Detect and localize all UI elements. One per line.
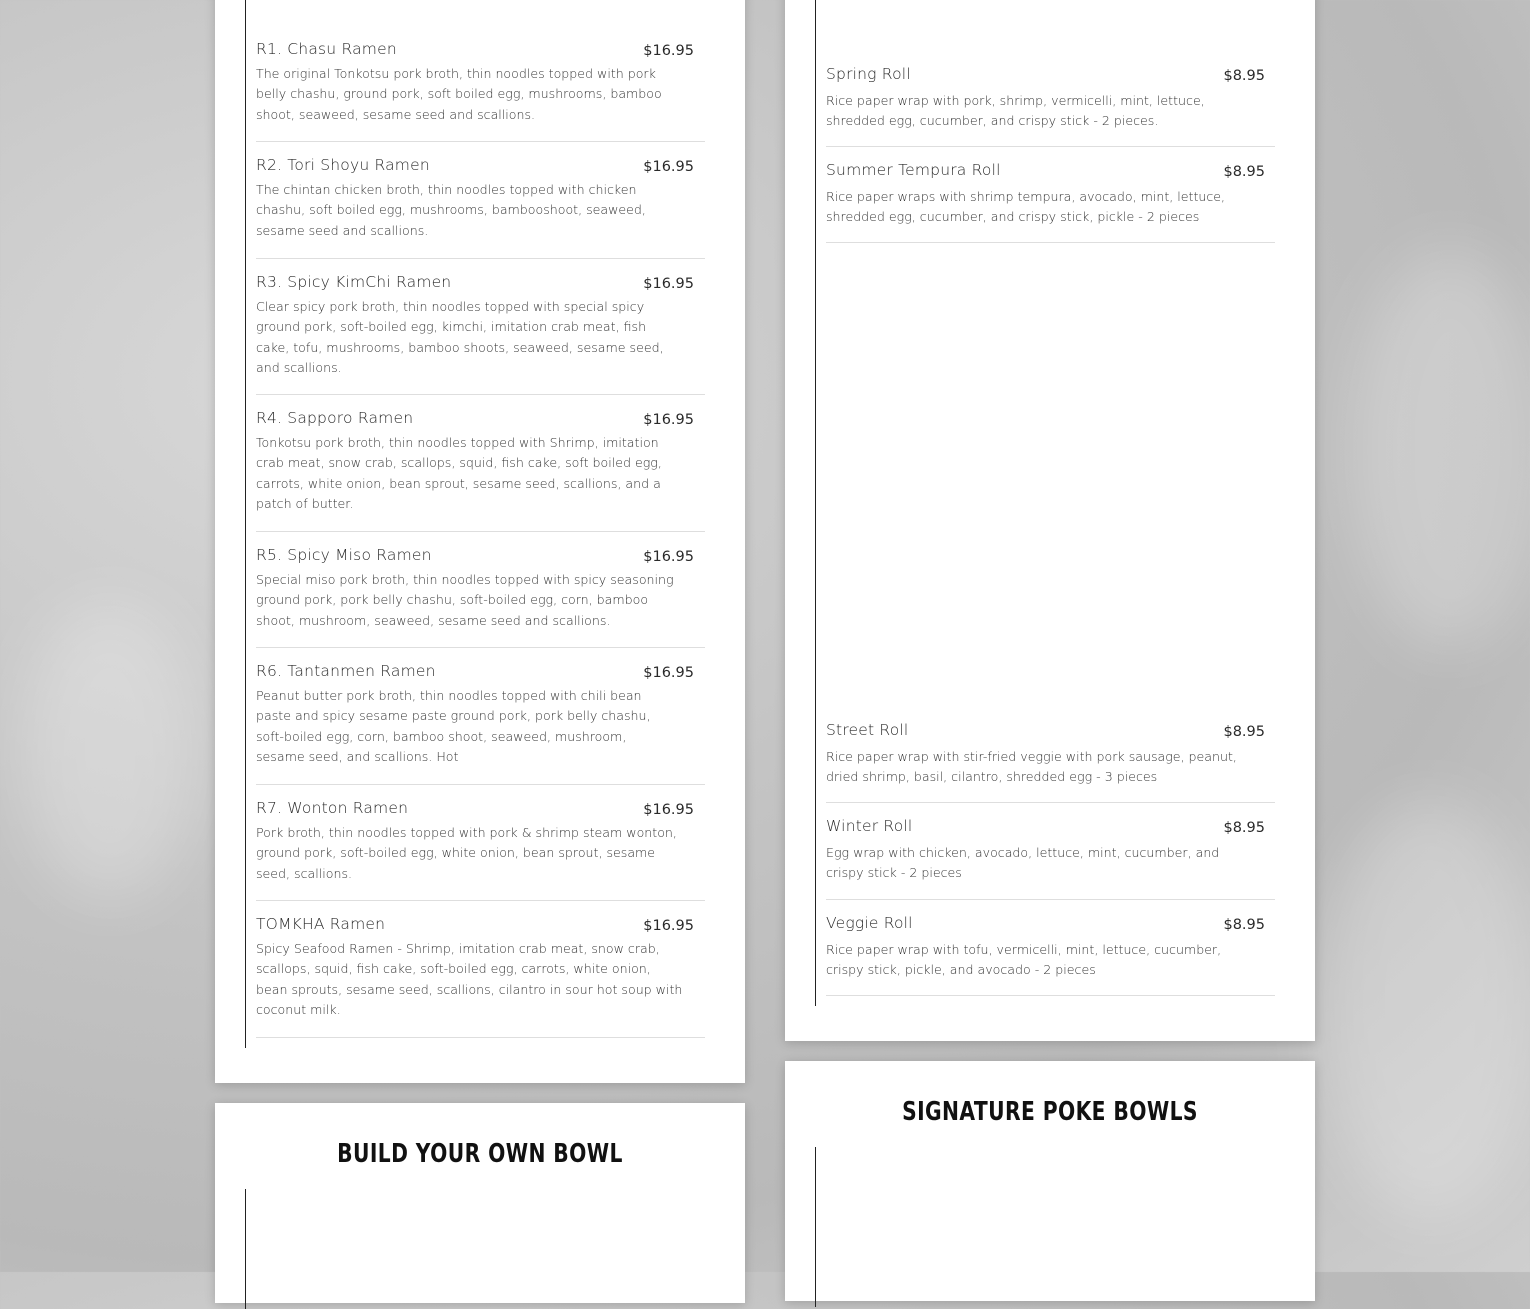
menu-item-description: Peanut butter pork broth, thin noodles topped with chili bean paste and spicy sesame paste ground pork, pork belly chashu, soft-boiled egg, corn, bamboo shoot, seaweed, mushroom, sesame seed, and scallions. Hot bbox=[256, 688, 651, 764]
menu-item-name: TOMKHA Ramen bbox=[256, 915, 386, 933]
menu-item-price: $16.95 bbox=[643, 665, 694, 681]
menu-item-description: Special miso pork broth, thin noodles topped with spicy seasoning ground pork, pork belly chashu, soft-boiled egg, corn, bamboo shoot, mushroom, seaweed, sesame seed and scallions. bbox=[256, 572, 674, 628]
menu-item bbox=[256, 409, 705, 532]
menu-item bbox=[256, 546, 705, 648]
menu-item-price: $16.95 bbox=[643, 43, 694, 59]
poke-bowls-card bbox=[785, 1061, 1315, 1301]
menu-item-price: $16.95 bbox=[643, 802, 694, 818]
menu-item bbox=[826, 65, 1275, 147]
build-bowl-card bbox=[215, 1103, 745, 1303]
menu-item bbox=[256, 40, 705, 142]
menu-item-description: Rice paper wraps with shrimp tempura, avocado, mint, lettuce, shredded egg, cucumber, and crispy stick, pickle - 2 pieces bbox=[826, 189, 1226, 225]
menu-item-description: Rice paper wrap with stir-fried veggie with pork sausage, peanut, dried shrimp, basil, cilantro, shredded egg - 3 pieces bbox=[826, 749, 1237, 785]
menu-item-name: R4. Sapporo Ramen bbox=[256, 409, 414, 427]
menu-item-name: R3. Spicy KimChi Ramen bbox=[256, 273, 452, 291]
menu-item-name: Summer Tempura Roll bbox=[826, 161, 1001, 179]
menu-item-name: Spring Roll bbox=[826, 65, 911, 83]
menu-item-name: Veggie Roll bbox=[826, 914, 913, 932]
menu-item-description: The chintan chicken broth, thin noodles topped with chicken chashu, soft boiled egg, mushrooms, bambooshoot, seaweed, sesame seed and scallions. bbox=[256, 182, 646, 238]
menu-item-description: Egg wrap with chicken, avocado, lettuce, mint, cucumber, and crispy stick - 2 pieces bbox=[826, 845, 1220, 881]
section-title: SIGNATURE POKE BOWLS bbox=[902, 1097, 1198, 1127]
menu-item bbox=[256, 915, 705, 1038]
ramen-menu-card bbox=[215, 0, 745, 1083]
menu-item-name: Winter Roll bbox=[826, 817, 913, 835]
menu-item bbox=[826, 721, 1275, 803]
menu-item-name: R5. Spicy Miso Ramen bbox=[256, 546, 432, 564]
menu-item-price: $16.95 bbox=[643, 918, 694, 934]
background-highlight bbox=[1320, 800, 1530, 1220]
menu-item-price: $8.95 bbox=[1223, 917, 1265, 933]
background-highlight bbox=[1350, 250, 1530, 650]
background-highlight bbox=[20, 600, 200, 900]
menu-item-name: R1. Chasu Ramen bbox=[256, 40, 397, 58]
menu-item-description: Rice paper wrap with tofu, vermicelli, mint, lettuce, cucumber, crispy stick, pickle, and avocado - 2 pieces bbox=[826, 942, 1222, 978]
menu-item-price: $8.95 bbox=[1223, 164, 1265, 180]
card-divider-line bbox=[245, 1189, 246, 1309]
menu-item bbox=[826, 817, 1275, 900]
menu-item-price: $8.95 bbox=[1223, 820, 1265, 836]
card-divider-line bbox=[245, 0, 246, 1048]
menu-item bbox=[826, 914, 1275, 996]
menu-item-price: $8.95 bbox=[1223, 724, 1265, 740]
menu-item-name: R2. Tori Shoyu Ramen bbox=[256, 156, 430, 174]
menu-item-description: Pork broth, thin noodles topped with pork & shrimp steam wonton, ground pork, soft-boiled egg, white onion, bean sprout, sesame seed, scallions. bbox=[256, 825, 677, 881]
menu-item-price: $16.95 bbox=[643, 412, 694, 428]
menu-item bbox=[826, 161, 1275, 243]
menu-item-description: Clear spicy pork broth, thin noodles topped with special spicy ground pork, soft-boiled egg, kimchi, imitation crab meat, fish cake, tofu, mushrooms, bamboo shoots, seaweed, sesame seed, and scallions. bbox=[256, 299, 664, 375]
card-divider-line bbox=[815, 0, 816, 1006]
menu-item-description: Rice paper wrap with pork, shrimp, vermicelli, mint, lettuce, shredded egg, cucumber, and crispy stick - 2 pieces. bbox=[826, 93, 1205, 129]
menu-item-description: Spicy Seafood Ramen - Shrimp, imitation crab meat, snow crab, scallops, squid, fish cake, soft-boiled egg, carrots, white onion, bean sprouts, sesame seed, scallions, cilantro in sour hot soup with coconut milk. bbox=[256, 941, 683, 1017]
menu-item-name: Street Roll bbox=[826, 721, 909, 739]
menu-item-name: R6. Tantanmen Ramen bbox=[256, 662, 436, 680]
menu-item bbox=[256, 156, 705, 259]
menu-item-description: Tonkotsu pork broth, thin noodles topped with Shrimp, imitation crab meat, snow crab, scallops, squid, fish cake, soft boiled egg, carrots, white onion, bean sprout, sesame seed, scallions, and a patch of butter. bbox=[256, 435, 662, 511]
card-divider-line bbox=[815, 1147, 816, 1307]
menu-item-price: $16.95 bbox=[643, 159, 694, 175]
menu-item bbox=[256, 273, 705, 395]
menu-item-description: The original Tonkotsu pork broth, thin noodles topped with pork belly chashu, ground pork, soft boiled egg, mushrooms, bamboo shoot, seaweed, sesame seed and scallions. bbox=[256, 66, 662, 122]
section-title: BUILD YOUR OWN BOWL bbox=[337, 1139, 623, 1169]
menu-item-price: $16.95 bbox=[643, 549, 694, 565]
menu-item-price: $16.95 bbox=[643, 276, 694, 292]
menu-item bbox=[256, 662, 705, 785]
rolls-menu-card bbox=[785, 0, 1315, 1041]
menu-item-price: $8.95 bbox=[1223, 68, 1265, 84]
menu-item-name: R7. Wonton Ramen bbox=[256, 799, 409, 817]
menu-item bbox=[256, 799, 705, 901]
